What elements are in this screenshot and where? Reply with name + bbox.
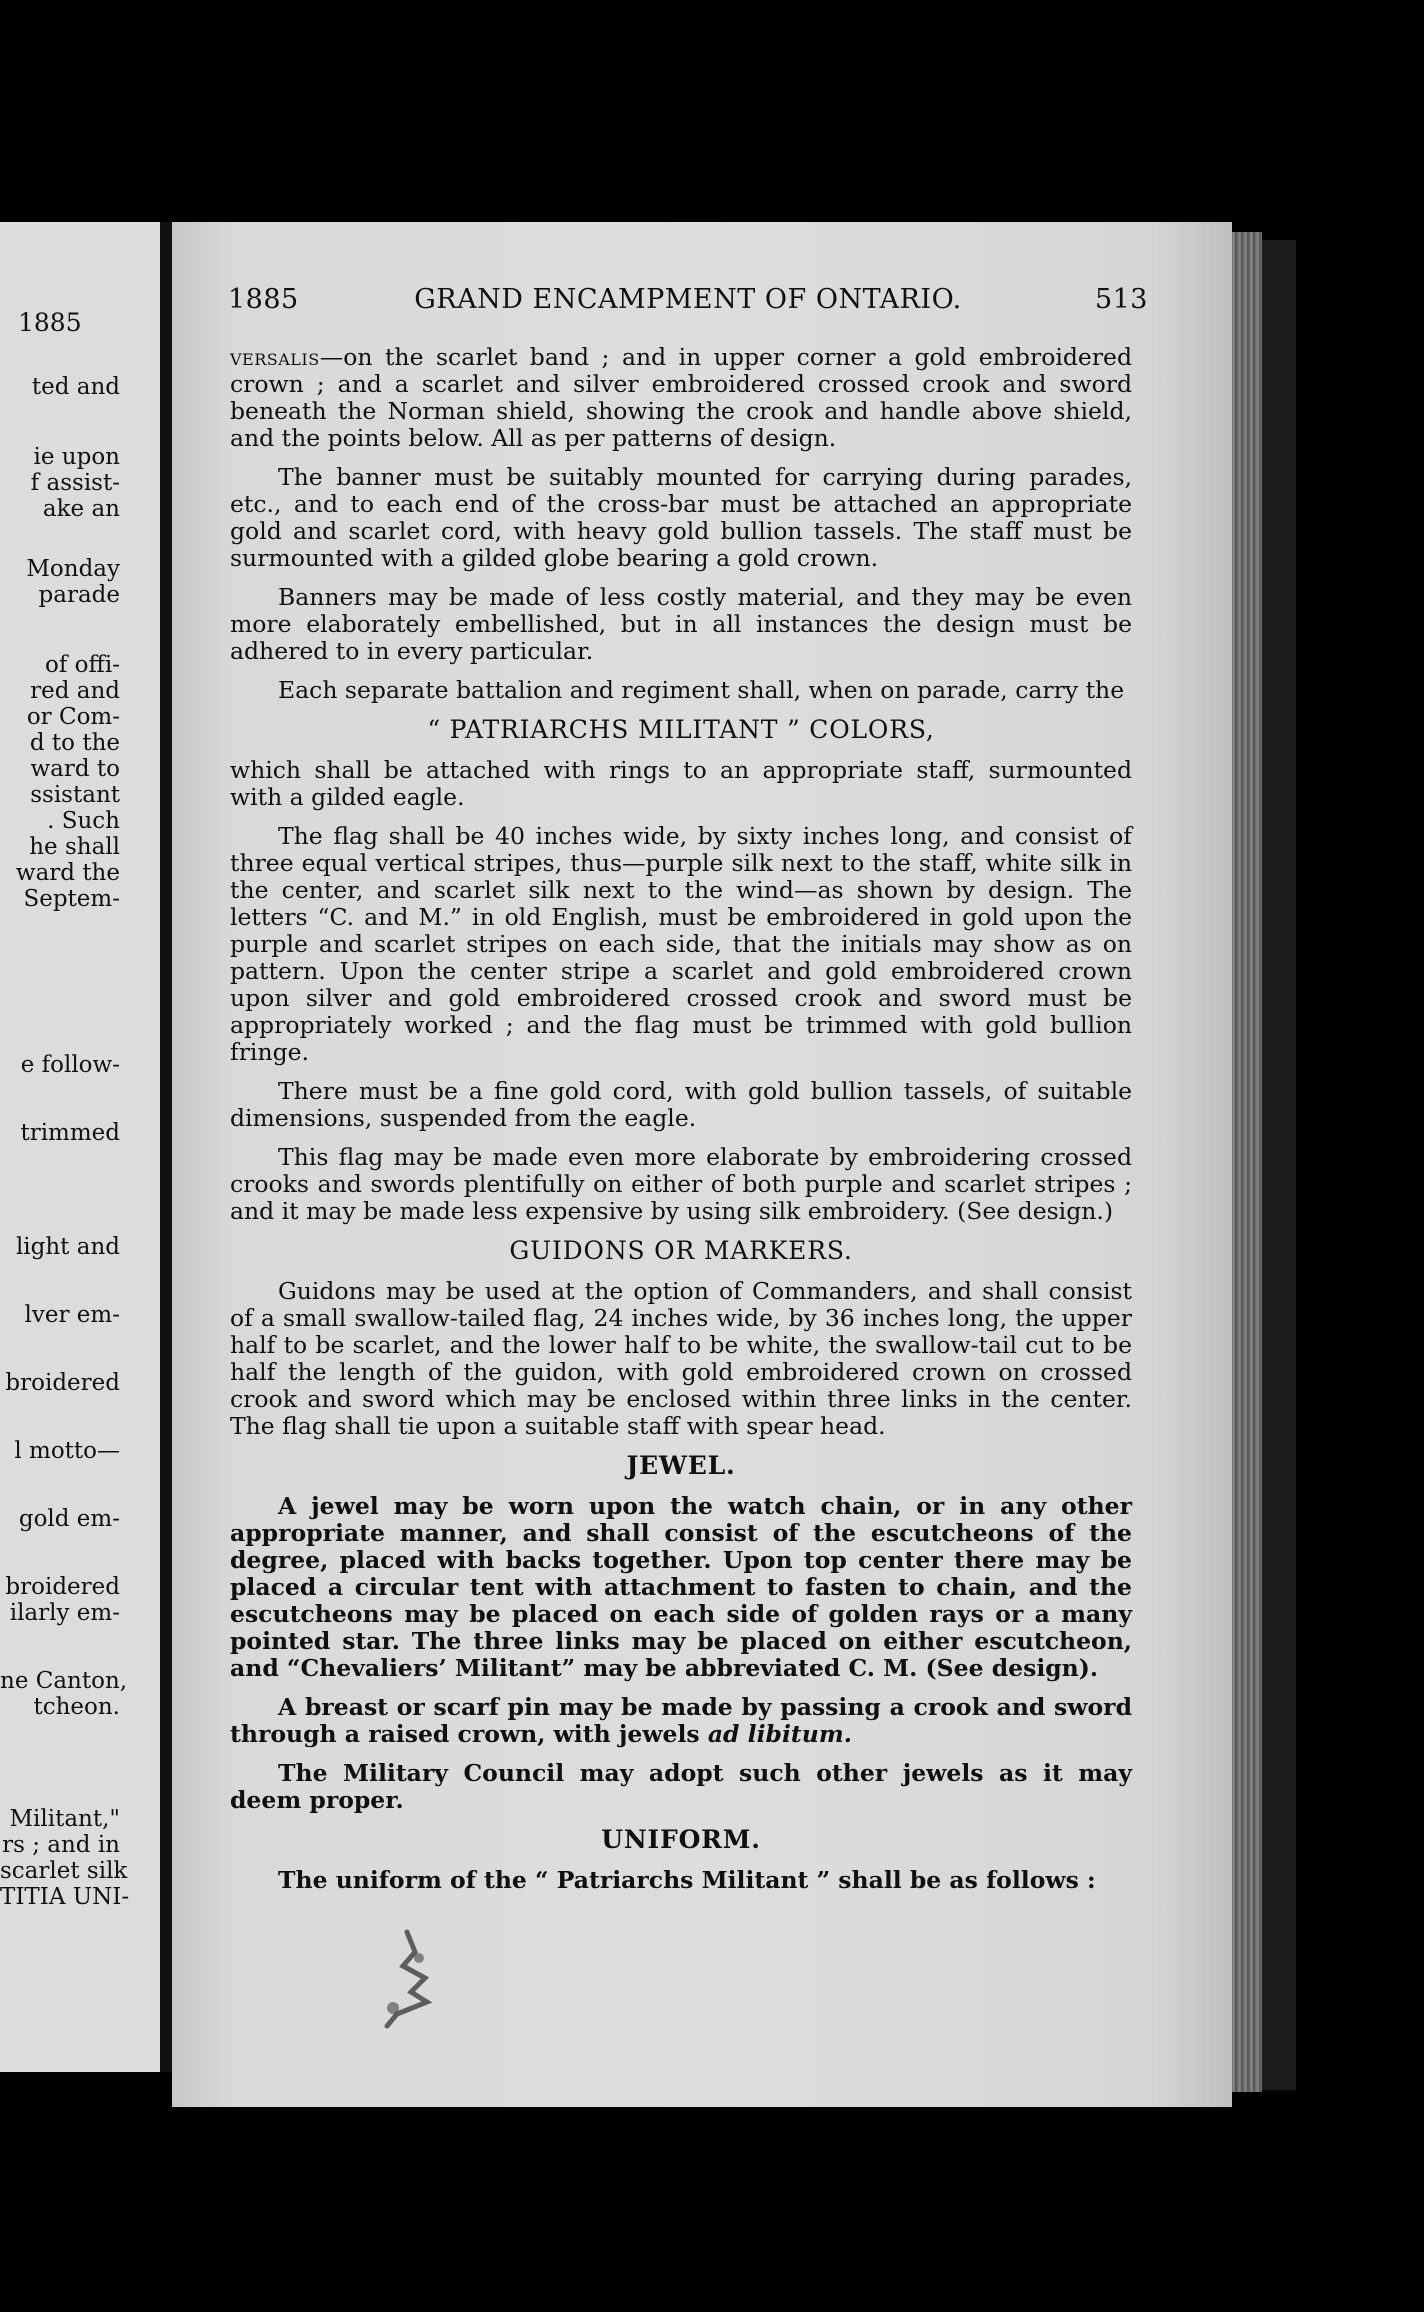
left-fragment-line: Militant," (9, 1806, 120, 1832)
book-cover-edge (1262, 240, 1296, 2090)
section-heading-jewel: JEWEL. (626, 1451, 736, 1480)
left-fragment-line: he shall (29, 834, 120, 860)
paragraph: The flag shall be 40 inches wide, by sixty inches long, and consist of three equal vertical stripes, thus—purple silk next to the staff, white silk in the center, and scarlet silk next to the wind—as shown by design. The letters “C. and M.” in old English, must be embroidered in gold upon the purple and scarlet stripes on each side, that the initials may show as on pattern. Upon the center stripe a scarlet and gold embroidered crown upon silver and gold embroidered crossed crook and sword must be appropriately worked ; and the flag must be trimmed with gold bullion fringe. (230, 822, 1132, 1066)
left-fragment-line: ward the (15, 860, 120, 886)
left-fragment-line: l motto— (14, 1438, 120, 1464)
paragraph: Banners may be made of less costly material, and they may be even more elaborately embellished, but in all instances the design must be adhered to in every particular. (230, 583, 1132, 665)
left-fragment-line: light and (15, 1234, 120, 1260)
left-fragment-line: d to the (29, 730, 120, 756)
paragraph (230, 344, 1132, 452)
left-fragment-line: gold em- (18, 1506, 120, 1532)
paragraph: The banner must be suitably mounted for carrying during parades, etc., and to each end of the cross-bar must be attached an appropriate gold and scarlet cord, with heavy gold bullion tassels. The staff must be surmounted with a gilded globe bearing a gold crown. (230, 463, 1132, 572)
paragraph (230, 1694, 1132, 1748)
left-fragment-line: ted and (31, 374, 120, 400)
page-number: 513 (1094, 284, 1148, 315)
left-fragment-line: Monday (26, 556, 120, 582)
left-fragment-line: trimmed (20, 1120, 120, 1146)
paragraph: which shall be attached with rings to an appropriate staff, surmounted with a gilded eagle. (230, 756, 1132, 811)
paragraph: Each separate battalion and regiment shall, when on parade, carry the (278, 676, 1125, 704)
left-fragment-line: tcheon. (33, 1694, 120, 1720)
paragraph-text: —on the scarlet band ; and in upper corner a gold embroidered crown ; and a scarlet and silver embroidered crossed crook and sword beneath the Norman shield, showing the crook and handle above shield, and the points below. All as per patterns of design. (230, 343, 1132, 452)
ink-smudge-icon (367, 1922, 457, 2032)
right-page (172, 222, 1232, 2107)
running-head (228, 284, 1148, 324)
section-heading-guidons: GUIDONS OR MARKERS. (509, 1236, 853, 1265)
left-fragment-line: ie upon (33, 444, 120, 470)
left-fragment-line: Septem- (23, 886, 120, 912)
paragraph: A jewel may be worn upon the watch chain, or in any other appropriate manner, and shall consist of the escutcheons of the degree, placed with backs together. Upon top center there may be placed a circular tent with attachment to fasten to chain, and the escutcheons may be placed on each side of golden rays or a many pointed star. The three links may be placed on either escutcheon, and “Chevaliers’ Militant” may be abbreviated C. M. (See design). (230, 1492, 1132, 1682)
left-fragment-line: ward to (30, 756, 120, 782)
paragraph: There must be a fine gold cord, with gold bullion tassels, of suitable dimensions, suspended from the eagle. (230, 1077, 1132, 1132)
paragraph: Guidons may be used at the option of Commanders, and shall consist of a small swallow-tailed flag, 24 inches wide, by 36 inches long, the upper half to be scarlet, and the lower half to be white, the swallow-tail cut to be half the length of the guidon, with gold embroidered crown on crossed crook and sword which may be enclosed within three links in the center. The flag shall tie upon a suitable staff with spear head. (230, 1277, 1132, 1440)
paragraph: This flag may be made even more elaborate by embroidering crossed crooks and swords plentifully on either of both purple and scarlet stripes ; and it may be made less expensive by using silk embroidery. (See design.) (230, 1143, 1132, 1225)
running-head-year: 1885 (228, 284, 299, 315)
left-fragment-line: TITIA UNI- (0, 1884, 130, 1910)
paragraph-text: A breast or scarf pin may be made by passing a crook and sword through a raised crown, with jewels (230, 1693, 1132, 1748)
page-block-edge (1232, 232, 1262, 2092)
left-fragment-line: e follow- (20, 1052, 120, 1078)
small-caps-word: versalis (230, 343, 320, 371)
left-fragment-line: of offi- (45, 652, 120, 678)
left-fragment-line: red and (30, 678, 120, 704)
running-head-title: GRAND ENCAMPMENT OF ONTARIO. (414, 284, 962, 315)
left-fragment-line: ilarly em- (9, 1600, 120, 1626)
left-fragment-line: . Such (47, 808, 120, 834)
left-fragment-line: ne Canton, (0, 1668, 128, 1694)
paragraph: The uniform of the “ Patriarchs Militant ” shall be as follows : (278, 1866, 1096, 1894)
left-fragment-line: ake an (42, 496, 120, 522)
paragraph: The Military Council may adopt such other jewels as it may deem proper. (230, 1759, 1132, 1814)
left-fragment-line: lver em- (24, 1302, 120, 1328)
left-page-fragment (0, 222, 160, 2072)
section-heading-uniform: UNIFORM. (601, 1825, 761, 1854)
left-fragment-line: ssistant (30, 782, 120, 808)
left-fragment-line: f assist- (30, 470, 120, 496)
left-fragment-line: scarlet silk (0, 1858, 128, 1884)
section-heading-colors: “ PATRIARCHS MILITANT ” COLORS, (427, 715, 935, 744)
left-fragment-line: broidered (5, 1574, 120, 1600)
left-page-year: 1885 (18, 308, 82, 337)
left-fragment-line: or Com- (26, 704, 120, 730)
page-body (230, 344, 1132, 1906)
left-fragment-line: rs ; and in (2, 1832, 120, 1858)
left-fragment-line: broidered (5, 1370, 120, 1396)
italic-phrase: ad libitum. (707, 1720, 852, 1748)
left-fragment-line: parade (38, 582, 120, 608)
book-gutter (160, 222, 172, 2072)
